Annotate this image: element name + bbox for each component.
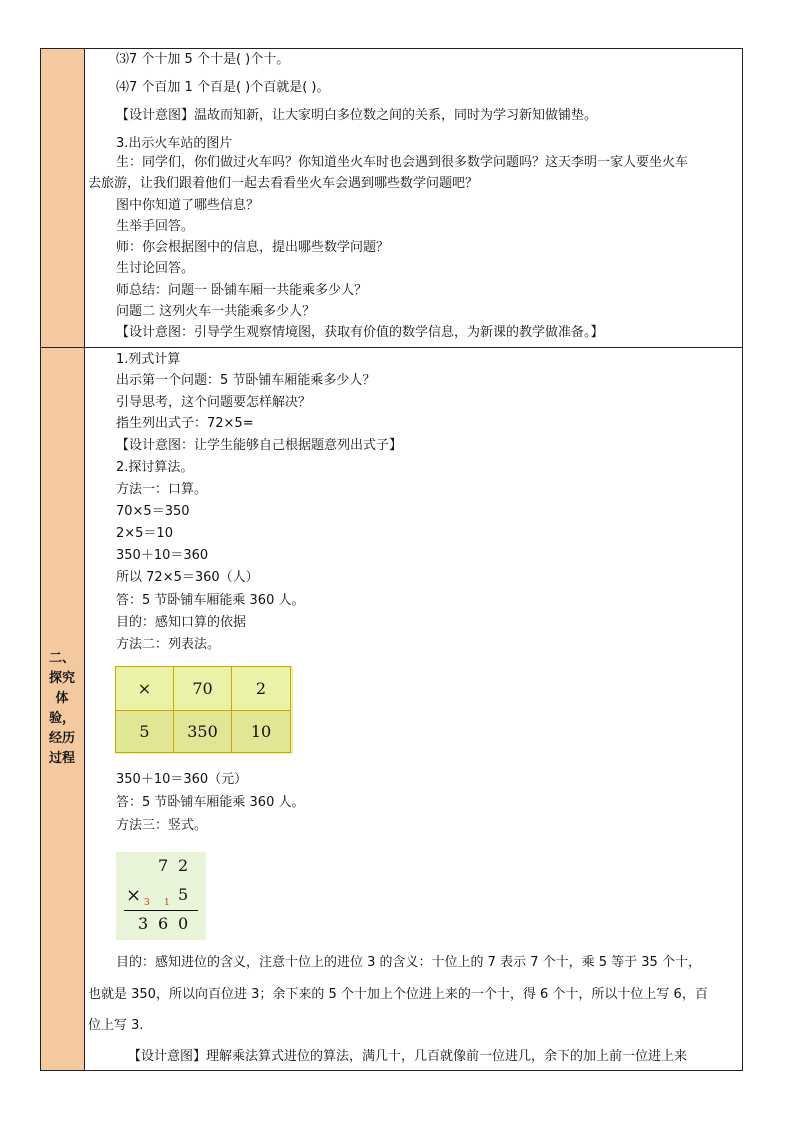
carry-digit: 3 [144,898,150,908]
text-line: 出示第一个问题：5 节卧铺车厢能乘多少人？ [116,373,376,388]
stage-label-line: 体 [55,691,69,706]
text-line: ⑶7 个十加 5 个十是( )个十。 [116,52,290,67]
design-intent: 【设计意图：引导学生观察情境图，获取有价值的数学信息，为新课的教学做准备。】 [116,325,604,340]
text-line: 2×5＝10 [116,526,173,541]
text-line: ⑷7 个百加 1 个百是( )个百就是( )。 [116,80,330,95]
text-line: 所以 72×5＝360（人） [116,570,259,585]
text-line: 答：5 节卧铺车厢能乘 360 人。 [116,795,305,810]
text-line: 答：5 节卧铺车厢能乘 360 人。 [116,593,305,608]
multiplication-grid [115,666,293,754]
multiply-sign: × [126,885,142,906]
grid-cell: × [115,666,174,711]
calc-line [124,910,198,911]
text-line: 问题二 这列火车一共能乘多少人？ [116,304,316,319]
carry-digit: 1 [164,898,170,908]
stage-label-line: 过程 [48,751,75,766]
text-line: 生讨论回答。 [116,261,195,276]
row-divider [40,347,743,348]
digit: 0 [178,914,189,933]
text-line: 3.出示火车站的图片 [116,136,233,151]
design-intent: 【设计意图：让学生能够自己根据题意列出式子】 [116,438,403,453]
table-border-left [40,48,41,1071]
text-line: 图中你知道了哪些信息？ [116,198,260,213]
text-line: 方法二：列表法。 [116,637,221,652]
text-line: 目的：感知口算的依据 [116,615,247,630]
text-line: 目的：感知进位的含义，注意十位上的进位 3 的含义：十位上的 7 表示 7 个十，乘 5 等于 35 个十， [116,955,701,970]
vertical-multiplication [116,852,206,940]
text-line: 引导思考，这个问题要怎样解决？ [116,395,312,410]
stage-label-line: 经历 [48,731,75,746]
stage-label-line: 二、 [48,651,75,666]
column-divider [84,48,85,1071]
grid-cell: 2 [231,666,291,711]
table-border-right [742,48,743,1071]
grid-cell: 10 [231,710,291,753]
digit: 7 [158,856,169,875]
text-line: 生：同学们，你们做过火车吗？你知道坐火车时也会遇到很多数学问题吗？这天李明一家人要坐火车 [116,155,689,170]
design-intent: 【设计意图】温故而知新，让大家明白多位数之间的关系，同时为学习新知做铺垫。 [116,108,598,123]
digit: 3 [138,914,149,933]
stage-label-line: 验， [48,711,75,726]
text-line: 2.探讨算法。 [116,460,194,475]
grid-cell: 70 [173,666,232,711]
table-border-top [40,48,743,49]
text-line: 1.列式计算 [116,352,181,367]
text-line: 位上写 3. [88,1018,144,1033]
grid-cell: 5 [115,710,174,753]
text-line: 去旅游，让我们跟着他们一起去看看坐火车会遇到哪些数学问题吧？ [88,176,479,191]
text-line: 350＋10＝360 [116,548,209,563]
text-line: 方法三：竖式。 [116,818,208,833]
text-line: 师：你会根据图中的信息，提出哪些数学问题？ [116,240,390,255]
text-line: 350＋10＝360（元） [116,772,248,787]
table-border-bottom [40,1070,743,1071]
digit: 6 [158,914,169,933]
stage-label [40,649,84,769]
digit: 2 [178,856,189,875]
text-line: 也就是 350，所以向百位进 3；余下来的 5 个十加上个位进上来的一个十，得 6 个十，所以十位上写 6，百 [88,987,708,1002]
stage-label-line: 探究 [48,671,75,686]
stage-column-1 [40,48,84,347]
text-line: 70×5＝350 [116,504,190,519]
grid-cell: 350 [173,710,232,753]
digit: 5 [178,885,189,904]
design-intent: 【设计意图】理解乘法算式进位的算法，满几十，几百就像前一位进几，余下的加上前一位进上来 [128,1049,688,1064]
text-line: 指生列出式子：72×5= [116,416,254,431]
text-line: 生举手回答。 [116,219,195,234]
text-line: 师总结：问题一 卧铺车厢一共能乘多少人？ [116,283,368,298]
text-line: 方法一：口算。 [116,482,208,497]
